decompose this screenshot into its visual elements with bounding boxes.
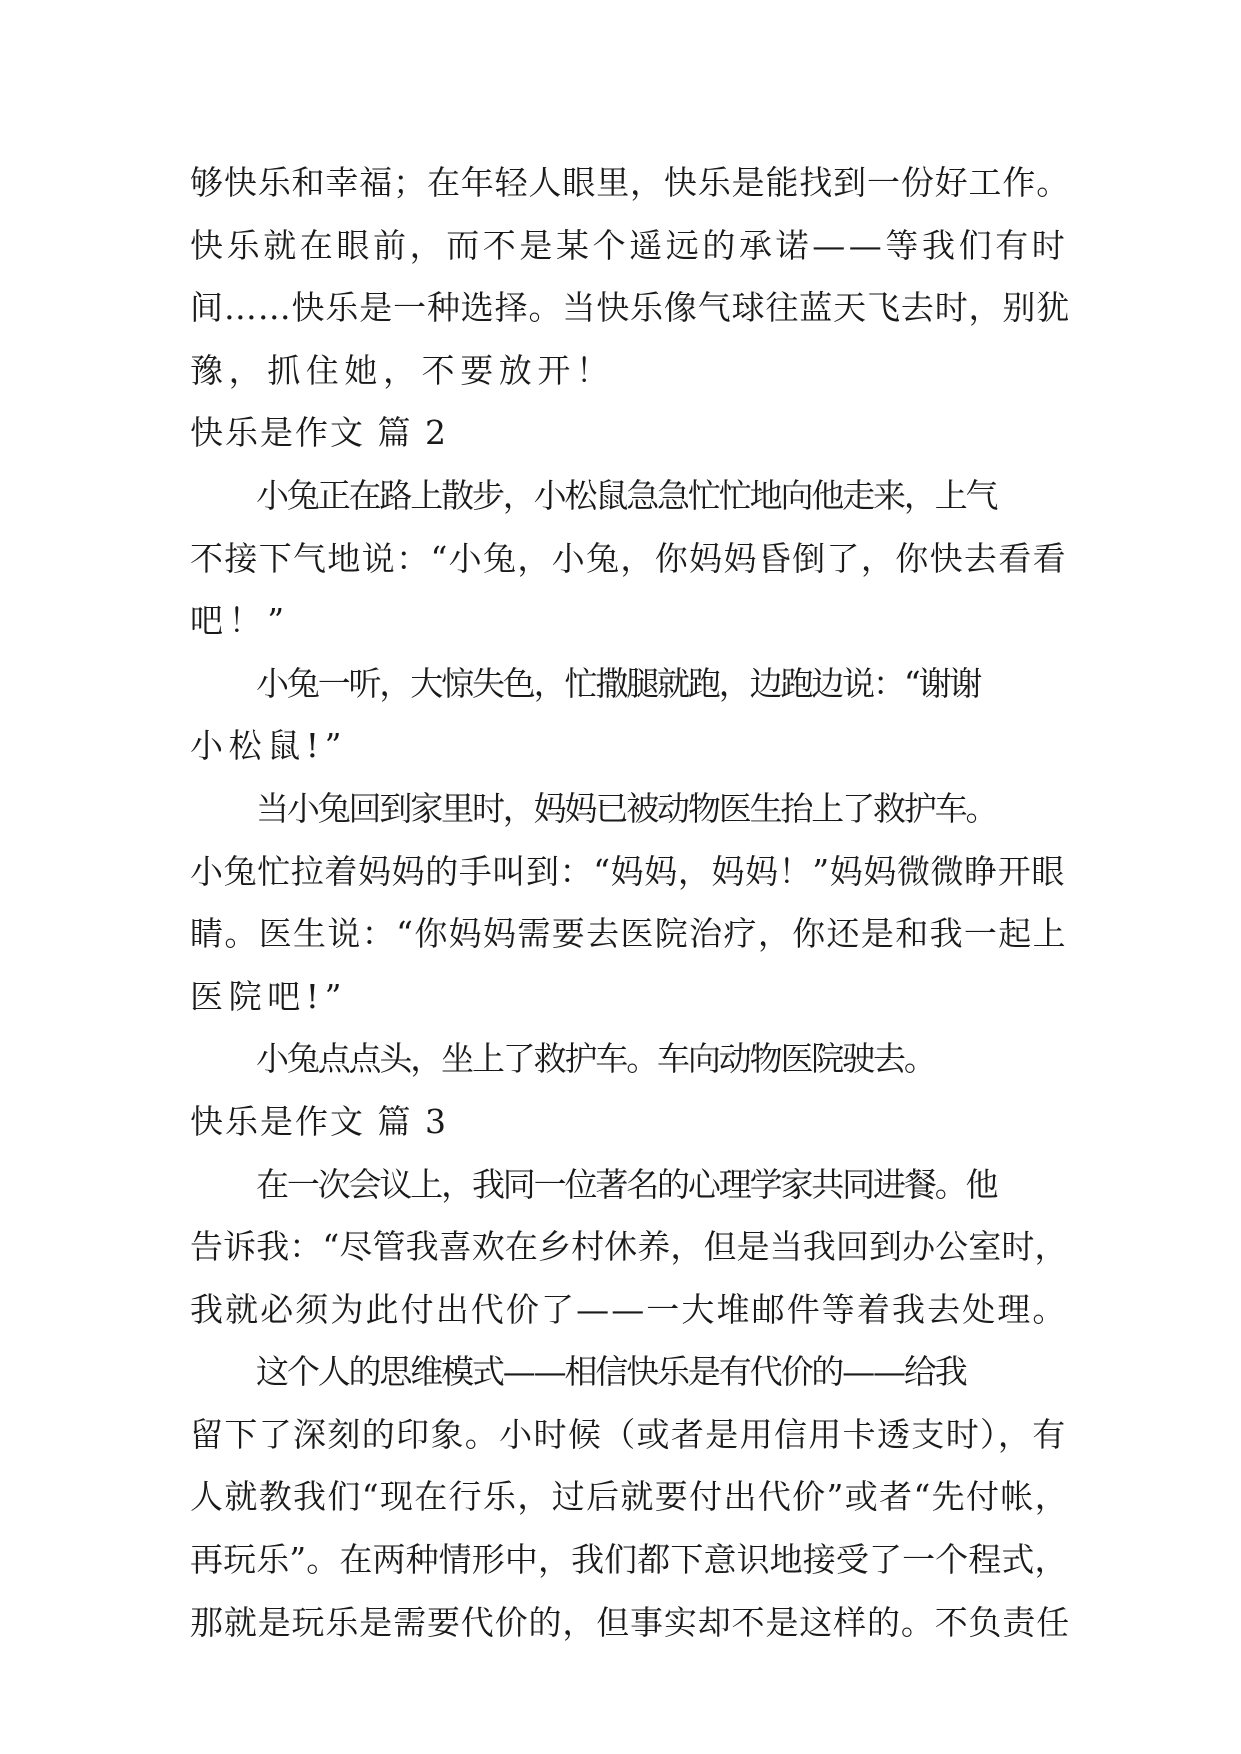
section-heading: 快乐是作文 篇 2 — [190, 413, 448, 453]
text-line: 这个人的思维模式——相信快乐是有代价的——给我 — [256, 1352, 966, 1392]
text-line: 睛。医生说：“你妈妈需要去医院治疗，你还是和我一起上 — [190, 914, 1067, 954]
text-line: 小兔忙拉着妈妈的手叫到：“妈妈，妈妈！”妈妈微微睁开眼 — [190, 851, 1065, 891]
text-line: 吧！” — [190, 601, 290, 641]
text-line: 小松鼠!” — [190, 726, 348, 766]
text-line: 我就必须为此付出代价了——一大堆邮件等着我去处理。 — [190, 1289, 1068, 1329]
text-line: 那就是玩乐是需要代价的，但事实却不是这样的。不负责任 — [190, 1602, 1071, 1642]
section-heading: 快乐是作文 篇 3 — [190, 1101, 448, 1141]
text-line: 人就教我们“现在行乐，过后就要付出代价”或者“先付帐， — [190, 1477, 1070, 1517]
text-line: 再玩乐”。在两种情形中，我们都下意识地接受了一个程式， — [190, 1540, 1068, 1580]
text-line: 留下了深刻的印象。小时候（或者是用信用卡透支时），有 — [190, 1414, 1067, 1454]
text-line: 小兔点点头，坐上了救护车。车向动物医院驶去。 — [256, 1039, 935, 1079]
text-line: 快乐就在眼前，而不是某个遥远的承诺——等我们有时 — [190, 225, 1069, 265]
text-line: 豫，抓住她，不要放开！ — [190, 350, 615, 390]
text-line: 在一次会议上，我同一位著名的心理学家共同进餐。他 — [256, 1164, 997, 1204]
text-line: 够快乐和幸福；在年轻人眼里，快乐是能找到一份好工作。 — [190, 163, 1071, 202]
document-body — [190, 152, 1070, 1654]
text-line: 小兔正在路上散步，小松鼠急急忙忙地向他走来，上气 — [256, 475, 997, 515]
text-line: 当小兔回到家里时，妈妈已被动物医生抬上了救护车。 — [256, 788, 997, 828]
text-line: 医院吧!” — [190, 976, 348, 1016]
text-line: 小兔一听，大惊失色，忙撒腿就跑，边跑边说：“谢谢 — [256, 663, 981, 703]
text-line: 间……快乐是一种选择。当快乐像气球往蓝天飞去时，别犹 — [190, 288, 1071, 328]
text-line: 不接下气地说：“小兔，小兔，你妈妈昏倒了，你快去看看 — [190, 538, 1067, 578]
text-line: 告诉我：“尽管我喜欢在乡村休养，但是当我回到办公室时， — [190, 1227, 1068, 1267]
